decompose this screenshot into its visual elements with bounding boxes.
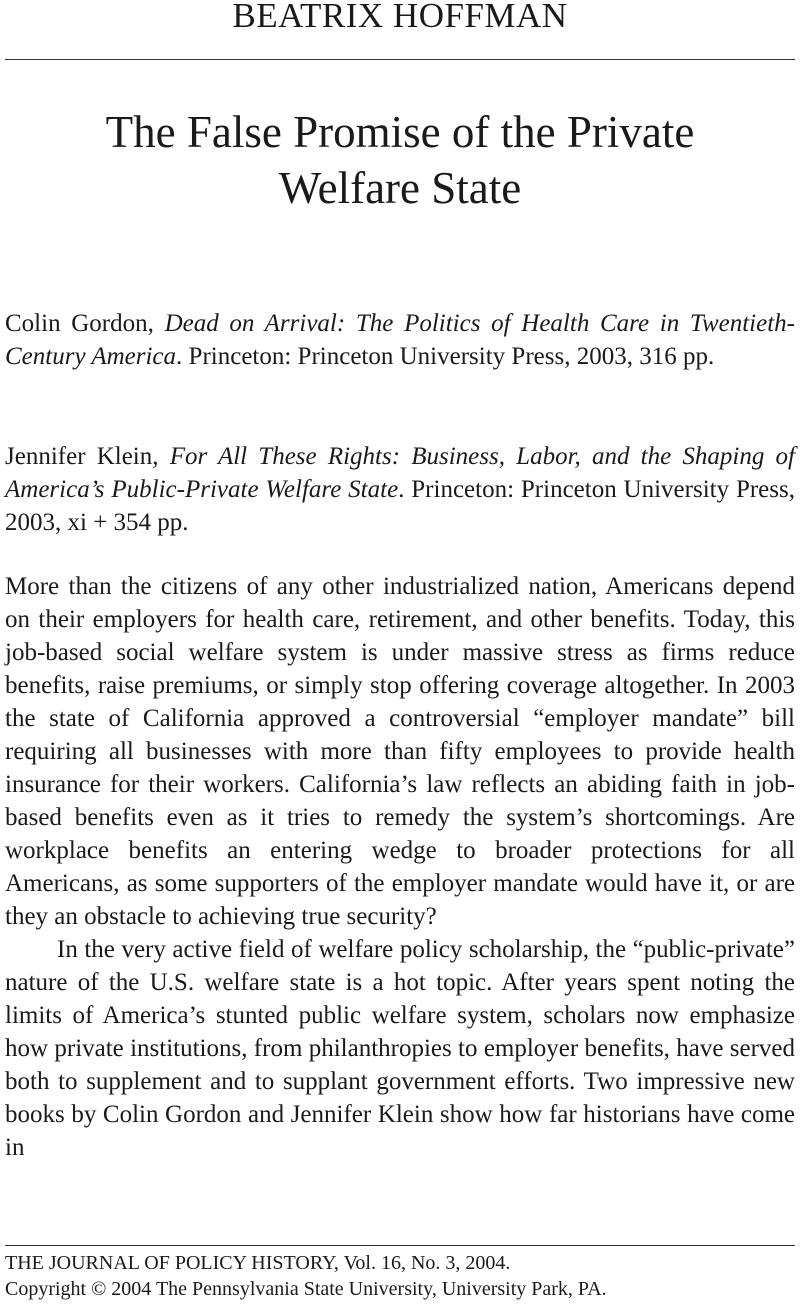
review-author: Colin Gordon, [5,310,165,337]
review-author: Jennifer Klein, [5,443,170,470]
article-title-line-1: The False Promise of the Private [105,107,695,157]
review-citation-klein [5,440,795,539]
body-paragraph-1: More than the citizens of any other industrialized nation, Americans depend on their employers for health care, retirement, and other benefits. Today, this job-based social welfare system is under massive stress as firms reduce benefits, raise premiums, or simply stop offering coverage altogether. In 2003 the state of California approved a controversial “employer mandate” bill requiring all businesses with more than fifty employees to provide health insurance for their workers. California’s law reflects an abiding faith in job-based benefits even as it tries to remedy the system’s shortcomings. Are workplace benefits an entering wedge to broader protections for all Americans, as some supporters of the employer mandate would have it, or are they an obstacle to achieving true security? [5,573,795,930]
review-book-title: Dead on Arrival: The Politics of Health Care in Twentieth-Century America [5,310,795,370]
review-book-title: For All These Rights: Business, Labor, and the Shaping of America’s Public-Private Welfare State [5,443,795,503]
article-title-line-2: Welfare State [278,163,522,213]
copyright-notice: Copyright © 2004 The Pennsylvania State University, University Park, PA. [5,1278,607,1300]
body-paragraph-2: In the very active field of welfare policy scholarship, the “public-private” nature of the U.S. welfare state is a hot topic. After years spent noting the limits of America’s stunted public welfare system, scholars now emphasize how private institutions, from philanthropies to employer benefits, have served both to supplement and to supplant government efforts. Two impressive new books by Colin Gordon and Jennifer Klein show how far historians have come in [5,936,795,1161]
journal-citation: THE JOURNAL OF POLICY HISTORY, Vol. 16, No. 3, 2004. [5,1252,511,1274]
author-name: BEATRIX HOFFMAN [232,0,568,35]
article-title [0,104,800,216]
journal-footer [5,1250,795,1302]
review-details: . Princeton: Princeton University Press, 2003, 316 pp. [176,343,715,370]
header-rule [5,59,795,60]
review-details: . Princeton: Princeton University Press, 2003, xi + 354 pp. [5,476,795,536]
footer-rule [5,1245,795,1246]
article-body [5,570,795,1164]
review-citation-gordon [5,307,795,373]
